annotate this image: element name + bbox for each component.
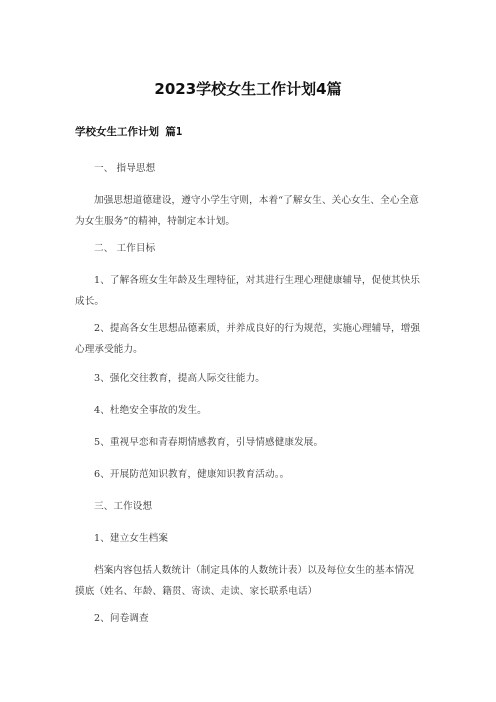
plan-item-1: 1、建立女生档案 <box>94 533 169 544</box>
heading-work-goals: 二、 工作目标 <box>94 243 156 254</box>
plan-item-2: 2、问卷调查 <box>94 613 149 624</box>
goal-item-4: 4、杜绝安全事故的发生。 <box>94 405 207 416</box>
goal-item-5: 5、重视早恋和青春期情感教育，引导情感健康发展。 <box>94 437 324 448</box>
goal-item-1: 1、了解各班女生年龄及生理特征，对其进行生理心理健康辅导，促使其快乐成长。 <box>75 275 421 307</box>
document-title: 2023学校女生工作计划4篇 <box>154 80 342 98</box>
section-heading: 学校女生工作计划 篇1 <box>75 126 183 138</box>
paragraph-archive-content: 档案内容包括人数统计（制定具体的人数统计表）以及每位女生的基本情况摸底（姓名、年龄、籍贯、寄读、走读、家长联系电话） <box>75 565 414 597</box>
goal-item-2: 2、提高各女生思想品德素质，并养成良好的行为规范，实施心理辅导，增强心理承受能力。 <box>75 323 421 355</box>
heading-guiding-ideology: 一、 指导思想 <box>94 163 156 174</box>
goal-item-3: 3、强化交往教育，提高人际交往能力。 <box>94 373 265 384</box>
paragraph-guiding-ideology: 加强思想道德建设，遵守小学生守则，本着“了解女生、关心女生、全心全意为女生服务”的精神，特制定本计划。 <box>75 195 419 227</box>
heading-work-plan: 三、工作设想 <box>94 501 153 512</box>
goal-item-6: 6、开展防范知识教育，健康知识教育活动。。 <box>94 469 290 480</box>
